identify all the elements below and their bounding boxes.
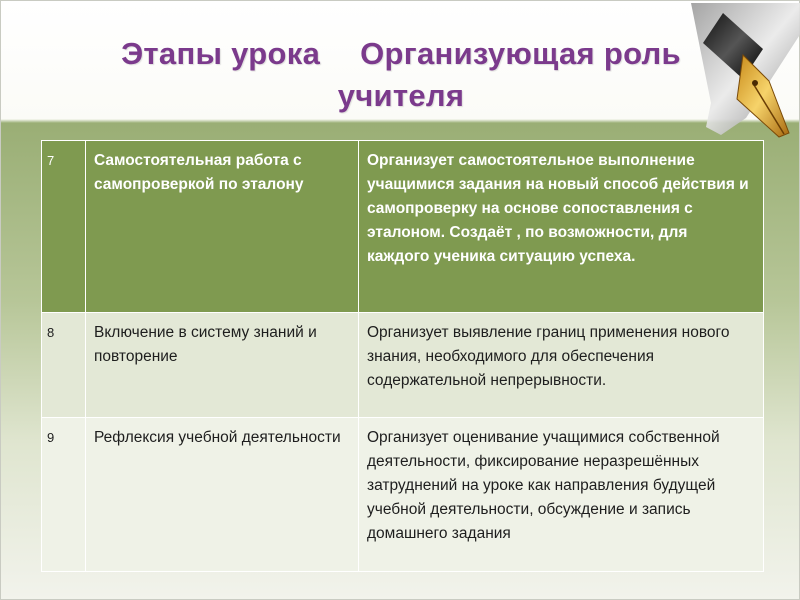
stage-number: 8 — [42, 313, 86, 418]
fountain-pen-icon — [651, 3, 800, 143]
teacher-role: Организует самостоятельное выполнение учащимися задания на новый способ действия и самопроверку на основе сопоставления с эталоном. Создаёт , по возможности, для каждого ученика ситуацию успеха. — [359, 141, 764, 313]
table-row — [42, 418, 764, 572]
stage-name: Рефлексия учебной деятельности — [86, 418, 359, 572]
stage-number: 7 — [42, 141, 86, 313]
stage-number: 9 — [42, 418, 86, 572]
title-stages: Этапы урока — [121, 36, 321, 71]
table-row — [42, 141, 764, 313]
title-role: Организующая роль — [360, 36, 681, 71]
stage-name: Включение в систему знаний и повторение — [86, 313, 359, 418]
title-line2: учителя — [337, 78, 465, 113]
table-row — [42, 313, 764, 418]
stage-name: Самостоятельная работа с самопроверкой по эталону — [86, 141, 359, 313]
teacher-role: Организует выявление границ применения нового знания, необходимого для обеспечения содержательной непрерывности. — [359, 313, 764, 418]
lesson-stages-table — [41, 140, 764, 572]
teacher-role: Организует оценивание учащимися собственной деятельности, фиксирование неразрешённых затруднений на уроке как направления будущей учебной деятельности, обсуждение и запись домашнего задания — [359, 418, 764, 572]
